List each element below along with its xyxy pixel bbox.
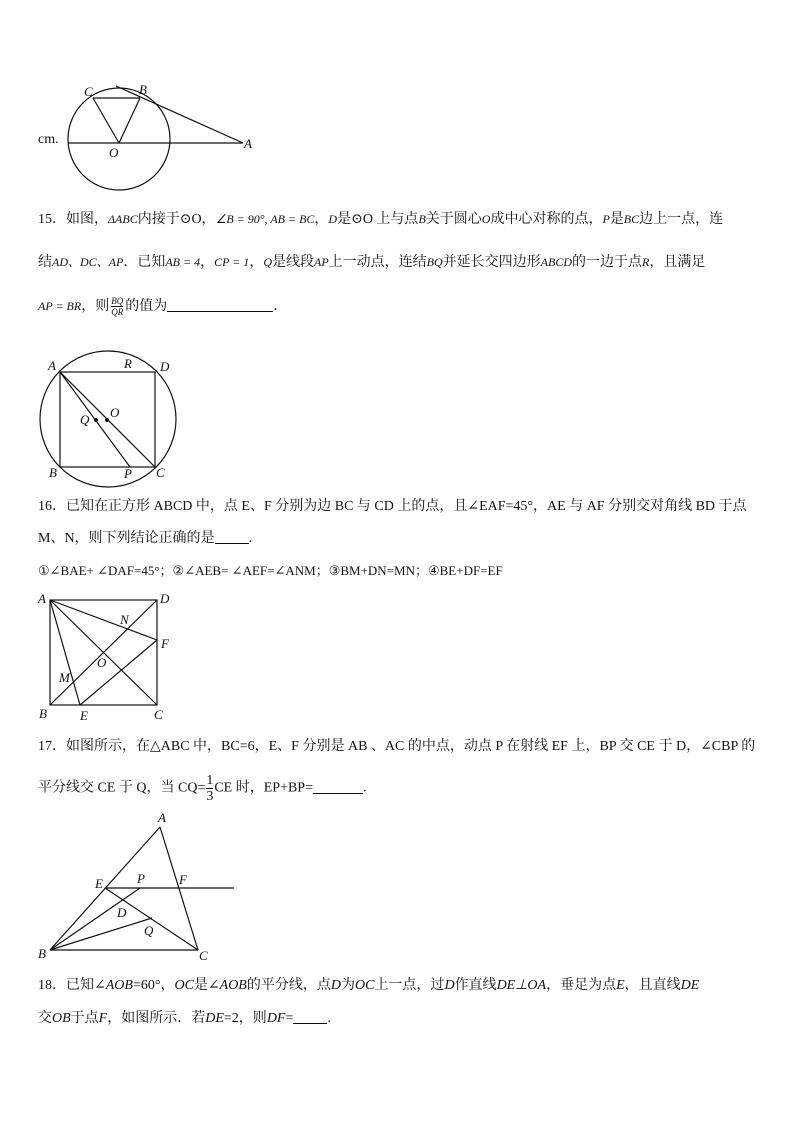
label-p: P	[137, 871, 145, 886]
label-f: F	[161, 636, 169, 651]
segment-bp	[50, 888, 140, 950]
label-a: A	[38, 591, 46, 606]
q15-line3: AP = BR，则 $\frac{BQ}{QR}$ 的值为 ．	[38, 296, 288, 318]
label-b: B	[38, 946, 46, 961]
q15-line1: 15．如图，ΔABC内接于⊙O，∠B = 90°, AB = BC，D是⊙O 上与点B关于圆心O成中心对称的点，P是BC边上一点，连	[38, 212, 724, 227]
q18-line1: 18．已知∠AOB=60°，OC是∠AOB的平分线，点D为OC上一点，过D作直线DE⊥OA，垂足为点E，且直线DE	[38, 978, 700, 993]
q16-line2: M、N，则下列结论正确的是 .	[38, 531, 253, 546]
label-a: A	[158, 810, 166, 825]
label-d: D	[117, 905, 127, 920]
label-e: E	[95, 876, 103, 891]
label-o: O	[110, 405, 120, 420]
label-e: E	[80, 708, 88, 723]
label-n: N	[120, 612, 129, 627]
label-d: D	[160, 591, 170, 606]
label-q: Q	[80, 412, 90, 427]
label-b: B	[139, 82, 147, 97]
label-b: B	[39, 706, 47, 721]
q16-statements: ①∠BAE+ ∠DAF=45°；②∠AEB= ∠AEF=∠ANM；③BM+DN=MN；④BE+DF=EF	[38, 563, 503, 578]
fraction-one-third: $\frac{1}{3}$	[206, 773, 214, 804]
q17-line2: 平分线交 CE 于 Q，当 CQ= $\frac{1}{3}$ CE 时，EP+BP= .	[38, 773, 367, 804]
label-o: O	[97, 655, 107, 670]
label-d: D	[160, 359, 170, 374]
label-f: F	[179, 872, 187, 887]
answer-blank-q18[interactable]	[293, 1009, 327, 1024]
q18-line2: 交OB于点F，如图所示．若DE=2，则DF= .	[38, 1011, 331, 1026]
q16-line1: 16．已知在正方形 ABCD 中，点 E、F 分别为边 BC 与 CD 上的点，且∠EAF=45°，AE 与 AF 分别交对角线 BD 于点	[38, 499, 747, 514]
label-p: P	[124, 466, 132, 481]
q15-line2: 结AD、DC、AP．已知AB = 4，CP = 1，Q是线段AP上一动点，连结BQ并延长交四边形ABCD的一边于点R，且满足	[38, 255, 706, 270]
label-c: C	[156, 465, 165, 480]
label-o: O	[109, 145, 119, 160]
label-a: A	[48, 358, 56, 373]
label-c: C	[84, 84, 93, 99]
bisector-bq	[50, 918, 152, 950]
label-b: B	[49, 465, 57, 480]
q17-line1: 17．如图所示，在△ABC 中，BC=6，E、F 分别是 AB 、AC 的中点，动点 P 在射线 EF 上，BP 交 CE 于 D，∠CBP 的	[38, 739, 756, 754]
answer-unit-cm: cm.	[38, 132, 59, 147]
label-a: A	[244, 136, 252, 151]
label-c: C	[154, 707, 163, 722]
label-r: R	[124, 356, 132, 371]
fraction-bq-qr: $\frac{BQ}{QR}$	[111, 296, 124, 318]
label-c: C	[199, 948, 208, 963]
label-m: M	[59, 670, 70, 685]
label-q: Q	[144, 923, 154, 938]
